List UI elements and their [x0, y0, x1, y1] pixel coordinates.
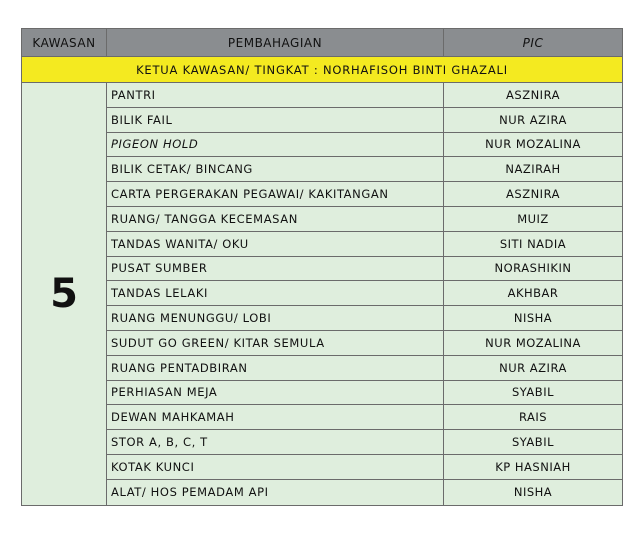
- area-cell: ALAT/ HOS PEMADAM API: [107, 480, 444, 505]
- table-body: [22, 83, 622, 505]
- pic-cell: NISHA: [513, 485, 553, 500]
- row-list: [107, 83, 622, 505]
- area-cell: TANDAS LELAKI: [107, 281, 444, 305]
- table-row: [107, 133, 622, 158]
- header-pic: PIC: [522, 35, 544, 50]
- table-row: [107, 356, 622, 381]
- table-row: [107, 207, 622, 232]
- pic-cell: RAIS: [518, 410, 548, 425]
- area-cell: DEWAN MAHKAMAH: [107, 405, 444, 429]
- pic-cell: SYABIL: [512, 435, 554, 450]
- area-cell: RUANG PENTADBIRAN: [107, 356, 444, 380]
- pic-cell: ASZNIRA: [506, 87, 560, 102]
- table-row: [107, 331, 622, 356]
- area-cell: PIGEON HOLD: [107, 133, 444, 157]
- area-cell: STOR A, B, C, T: [107, 430, 444, 454]
- pic-cell: KP HASNIAH: [495, 459, 571, 474]
- area-cell: RUANG/ TANGGA KECEMASAN: [107, 207, 444, 231]
- pic-cell: SITI NADIA: [499, 236, 567, 251]
- table-row: [107, 306, 622, 331]
- assignment-table: [21, 28, 623, 506]
- area-cell: PERHIASAN MEJA: [107, 381, 444, 405]
- table-row: [107, 182, 622, 207]
- table-row: [107, 281, 622, 306]
- area-cell: CARTA PERGERAKAN PEGAWAI/ KAKITANGAN: [107, 182, 444, 206]
- table-row: [107, 257, 622, 282]
- pic-cell: NUR MOZALINA: [485, 335, 581, 350]
- pic-cell: ASZNIRA: [506, 187, 560, 202]
- table-row: [107, 455, 622, 480]
- table-row: [107, 232, 622, 257]
- table-row: [107, 480, 622, 505]
- pic-cell: NUR MOZALINA: [485, 137, 581, 152]
- table-row: [107, 381, 622, 406]
- pic-cell: AKHBAR: [507, 286, 559, 301]
- pic-cell: NISHA: [513, 311, 553, 326]
- table-row: [107, 108, 622, 133]
- pic-cell: NUR AZIRA: [499, 360, 567, 375]
- area-cell: PUSAT SUMBER: [107, 257, 444, 281]
- pic-cell: NAZIRAH: [505, 162, 561, 177]
- pic-cell: MUIZ: [517, 211, 549, 226]
- zone-number: 5: [22, 83, 107, 505]
- area-cell: SUDUT GO GREEN/ KITAR SEMULA: [107, 331, 444, 355]
- table-row: [107, 430, 622, 455]
- pic-cell: SYABIL: [512, 385, 554, 400]
- area-cell: RUANG MENUNGGU/ LOBI: [107, 306, 444, 330]
- header-pembahagian: PEMBAHAGIAN: [107, 29, 444, 56]
- area-cell: BILIK CETAK/ BINCANG: [107, 157, 444, 181]
- area-cell: TANDAS WANITA/ OKU: [107, 232, 444, 256]
- area-cell: KOTAK KUNCI: [107, 455, 444, 479]
- pic-cell: NUR AZIRA: [499, 112, 567, 127]
- table-row: [107, 157, 622, 182]
- zone-leader-banner: KETUA KAWASAN/ TINGKAT : NORHAFISOH BINTI GHAZALI: [22, 56, 622, 83]
- table-row: [107, 83, 622, 108]
- table-header: [22, 29, 622, 56]
- area-cell: PANTRI: [107, 83, 444, 107]
- header-kawasan: KAWASAN: [22, 29, 107, 56]
- area-cell: BILIK FAIL: [107, 108, 444, 132]
- table-row: [107, 405, 622, 430]
- pic-cell: NORASHIKIN: [494, 261, 572, 276]
